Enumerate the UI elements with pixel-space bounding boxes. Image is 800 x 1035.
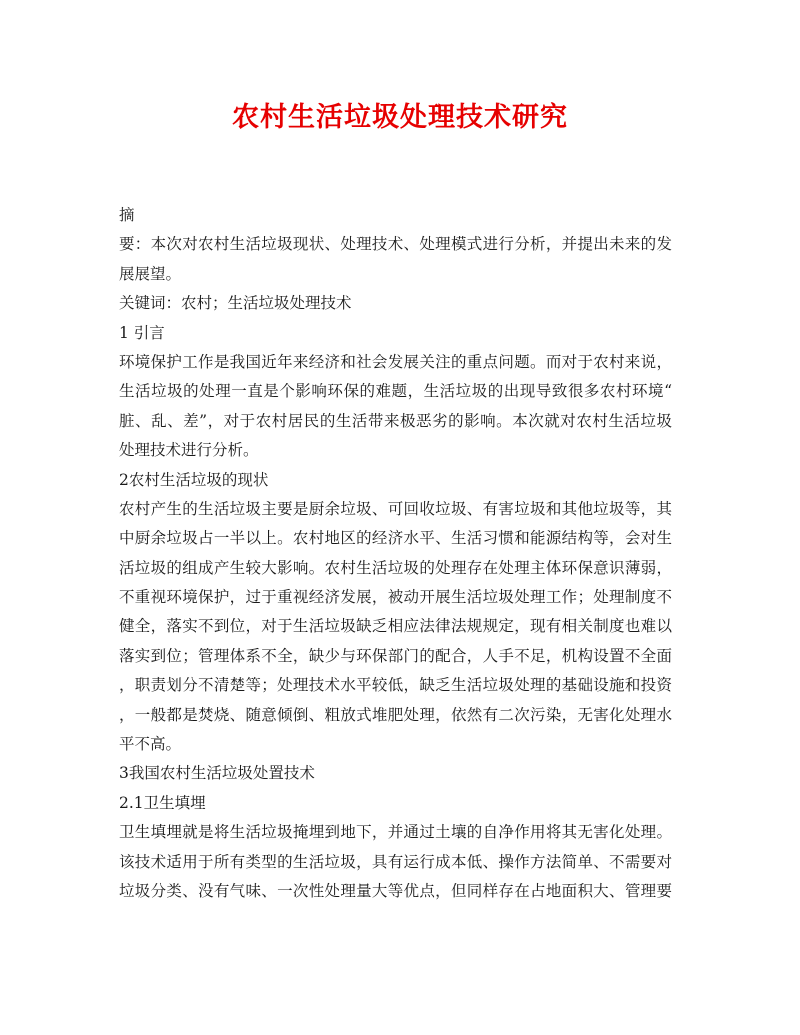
- text-line: 不重视环境保护，过于重视经济发展，被动开展生活垃圾处理工作；处理制度不: [119, 588, 672, 607]
- text-line: 农村产生的生活垃圾主要是厨余垃圾、可回收垃圾、有害垃圾和其他垃圾等，其: [119, 499, 672, 518]
- text-line: 脏、乱、差”，对于农村居民的生活带来极恶劣的影响。本次就对农村生活垃圾: [119, 411, 672, 430]
- text-line: 生活垃圾的处理一直是个影响环保的难题，生活垃圾的出现导致很多农村环境“: [119, 382, 672, 401]
- text-line: ，职责划分不清楚等；处理技术水平较低，缺乏生活垃圾处理的基础设施和投资: [119, 676, 672, 695]
- text-line: 3我国农村生活垃圾处置技术: [119, 764, 315, 783]
- text-line: 该技术适用于所有类型的生活垃圾，具有运行成本低、操作方法简单、不需要对: [119, 852, 672, 871]
- document-body: [119, 201, 672, 906]
- text-line: 健全，落实不到位，对于生活垃圾缺乏相应法律法规规定，现有相关制度也难以: [119, 617, 672, 636]
- text-line: 环境保护工作是我国近年来经济和社会发展关注的重点问题。而对于农村来说，: [119, 352, 672, 371]
- text-line: 摘: [119, 206, 135, 224]
- text-line: ，一般都是焚烧、随意倾倒、粗放式堆肥处理，依然有二次污染，无害化处理水: [119, 705, 672, 724]
- text-line: 垃圾分类、没有气味、一次性处理量大等优点，但同样存在占地面积大、管理要: [119, 881, 672, 900]
- text-line: 处理技术进行分析。: [119, 441, 259, 460]
- text-line: 2农村生活垃圾的现状: [119, 470, 269, 489]
- text-line: 1 引言: [119, 323, 165, 342]
- document-title: 农村生活垃圾处理技术研究: [232, 102, 568, 133]
- text-line: 落实到位；管理体系不全，缺少与环保部门的配合，人手不足，机构设置不全面: [119, 646, 672, 665]
- text-line: 关键词：农村；生活垃圾处理技术: [119, 294, 352, 313]
- text-line: 活垃圾的组成产生较大影响。农村生活垃圾的处理存在处理主体环保意识薄弱，: [119, 558, 672, 577]
- text-line: 要：本次对农村生活垃圾现状、处理技术、处理模式进行分析，并提出未来的发: [119, 235, 672, 254]
- text-line: 中厨余垃圾占一半以上。农村地区的经济水平、生活习惯和能源结构等，会对生: [119, 529, 672, 548]
- text-line: 展展望。: [119, 264, 182, 283]
- text-line: 2.1卫生填埋: [119, 793, 206, 812]
- text-line: 卫生填埋就是将生活垃圾掩埋到地下，并通过土壤的自净作用将其无害化处理。: [119, 823, 672, 842]
- text-line: 平不高。: [119, 735, 182, 754]
